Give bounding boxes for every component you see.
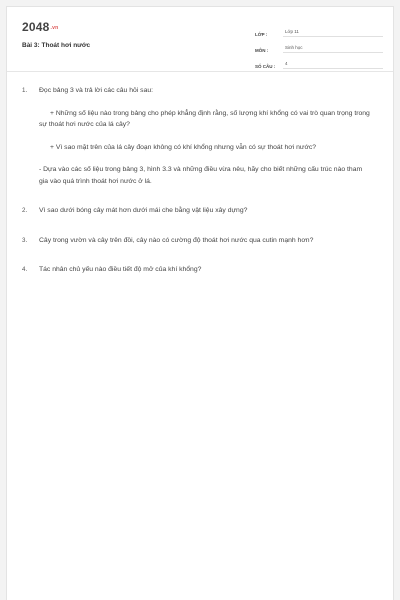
meta-row-class — [255, 21, 383, 37]
question-body — [39, 235, 372, 247]
meta-row-subject — [255, 37, 383, 53]
site-logo[interactable]: 2048.vn — [22, 20, 59, 34]
question-item — [22, 205, 372, 217]
question-text: Đọc bảng 3 và trả lời các câu hỏi sau: — [39, 87, 154, 94]
sub-question: - Dựa vào các số liệu trong bảng 3, hình 3.3 và những điều vừa nêu, hãy cho biết những cấu trúc nào tham gia vào quá trình thoát hơi nước ở lá. — [39, 166, 363, 185]
question-body — [39, 85, 372, 187]
question-item — [22, 264, 372, 276]
sub-question: + Vì sao mặt trên của lá cây đoạn không có khí khổng nhưng vẫn có sự thoát hơi nước? — [50, 143, 317, 151]
question-number: 4. — [22, 266, 28, 273]
question-number: 1. — [22, 87, 28, 94]
meta-label: LỚP : — [255, 32, 268, 37]
lesson-title: Bài 3: Thoát hơi nước — [22, 42, 91, 49]
worksheet-page — [6, 6, 394, 600]
meta-row-count — [255, 53, 383, 69]
worksheet-header — [7, 7, 393, 72]
meta-label: SỐ CÂU : — [255, 64, 276, 69]
question-number: 3. — [22, 236, 28, 244]
question-body — [39, 205, 372, 217]
meta-value: Lớp 11 — [283, 29, 383, 37]
question-list — [22, 85, 372, 294]
meta-value: Sinh học — [283, 45, 383, 53]
question-body — [39, 264, 372, 276]
question-item — [22, 235, 372, 247]
meta-label: MÔN : — [255, 48, 269, 53]
meta-info — [255, 21, 383, 69]
question-text: Cây trong vườn và cây trên đồi, cây nào có cường độ thoát hơi nước qua cutin mạnh hơn? — [39, 236, 314, 244]
meta-value: 4 — [283, 61, 383, 69]
question-item — [22, 85, 372, 187]
question-number: 2. — [22, 207, 28, 214]
question-text: Tác nhân chủ yếu nào điều tiết độ mở của khí khổng? — [39, 266, 202, 273]
sub-question: + Những số liệu nào trong bảng cho phép khẳng định rằng, số lượng khí khổng có vai trò quan trọng trong sự thoát hơi nước của lá cây? — [39, 109, 370, 128]
question-text: Vì sao dưới bóng cây mát hơn dưới mái che bằng vật liệu xây dựng? — [39, 207, 248, 214]
